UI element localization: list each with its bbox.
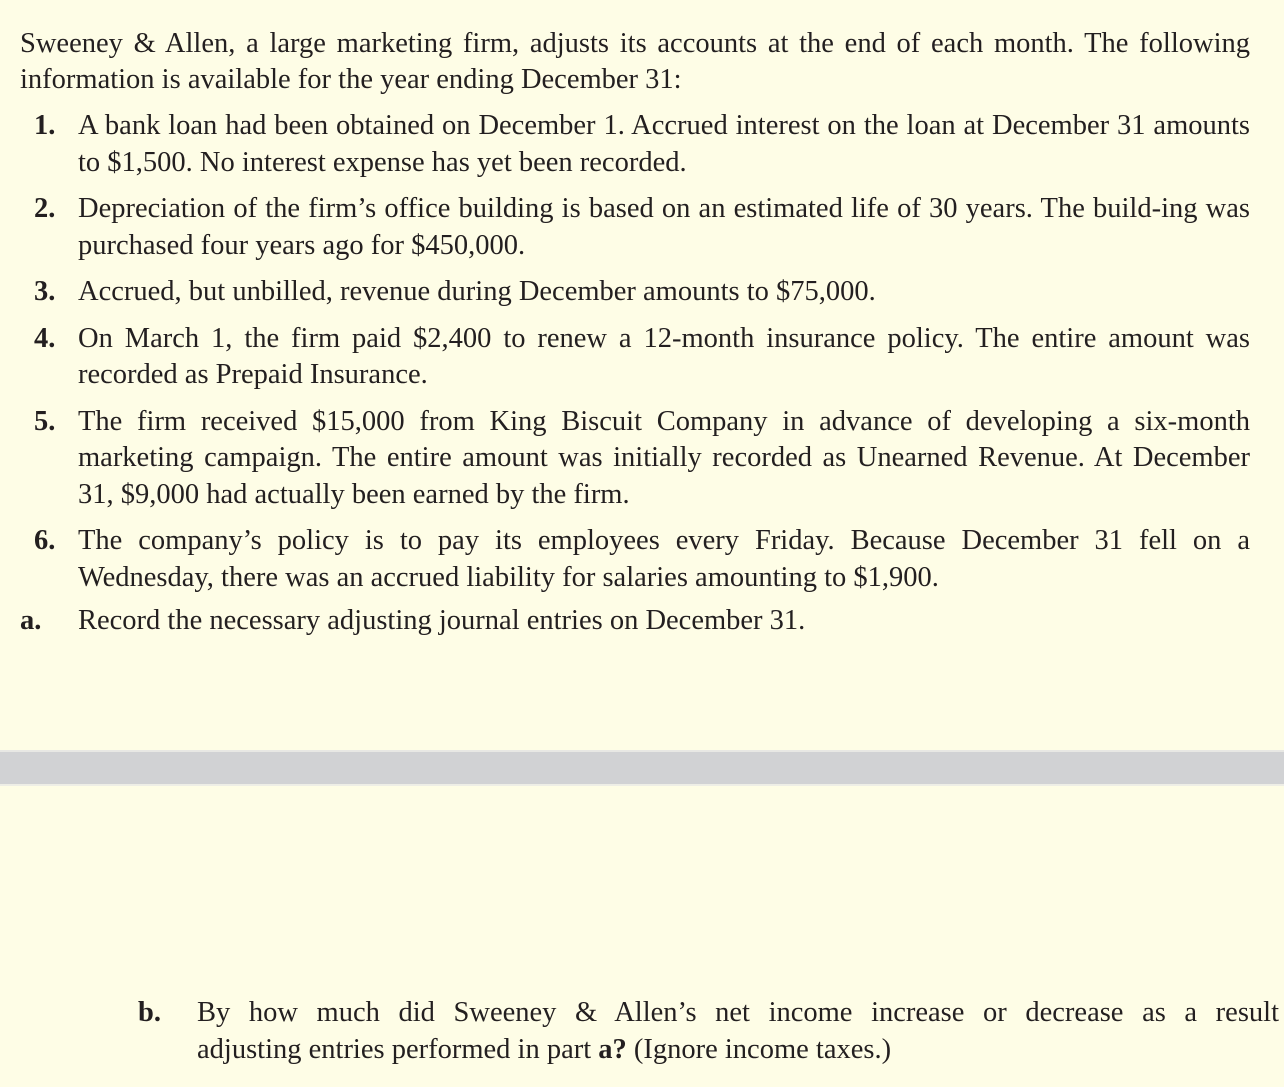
problem-intro: Sweeney & Allen, a large marketing firm, adjusts its accounts at the end of each month. The following information is available for the year ending December 31: <box>20 28 1250 95</box>
item-number: 2. <box>34 193 56 224</box>
list-item-4 <box>0 321 1250 394</box>
part-a-label: a. <box>20 605 42 636</box>
item-number: 6. <box>34 525 56 556</box>
item-text: Accrued, but unbilled, revenue during December amounts to $75,000. <box>78 276 876 307</box>
part-b-line-2-end: (Ignore income taxes.) <box>626 1033 892 1065</box>
part-b-reference: a? <box>598 1033 627 1065</box>
part-a-text: Record the necessary adjusting journal entries on December 31. <box>78 605 806 636</box>
part-b-text <box>197 995 1284 1068</box>
part-b-line-2-start: adjusting entries performed in part <box>197 1033 599 1065</box>
list-item-1 <box>0 108 1250 181</box>
item-number: 4. <box>34 322 56 354</box>
part-b-line-1: By how much did Sweeney & Allen’s net income increase or decrease as a result <box>197 997 1279 1028</box>
item-number: 5. <box>34 405 56 437</box>
item-text: A bank loan had been obtained on December 1. Accrued interest on the loan at December 31 amounts to $1,500. No interest expense has yet been recorded. <box>78 110 1250 178</box>
item-number: 3. <box>34 276 56 307</box>
adjustment-list <box>0 108 1284 606</box>
part-b-line-2 <box>197 1032 1284 1069</box>
list-item-5 <box>0 404 1250 514</box>
list-item-3 <box>0 274 1250 311</box>
list-item-6 <box>0 523 1250 596</box>
item-text: Depreciation of the firm’s office building is based on an estimated life of 30 years. The build-ing was purchased four years ago for $450,000. <box>78 193 1250 261</box>
item-text: The firm received $15,000 from King Biscuit Company in advance of developing a six-month marketing campaign. The entire amount was initially recorded as Unearned Revenue. At December 31, $9,000 had actually been earned by the firm. <box>78 405 1250 510</box>
part-b-label: b. <box>138 997 161 1028</box>
item-text: The company’s policy is to pay its employees every Friday. Because December 31 fell on a Wednesday, there was an accrued liability for salaries amounting to $1,900. <box>78 525 1250 593</box>
item-text: On March 1, the firm paid $2,400 to renew a 12-month insurance policy. The entire amount was recorded as Prepaid Insurance. <box>78 322 1250 390</box>
list-item-2 <box>0 191 1250 264</box>
item-number: 1. <box>34 110 56 141</box>
section-divider <box>0 750 1284 786</box>
